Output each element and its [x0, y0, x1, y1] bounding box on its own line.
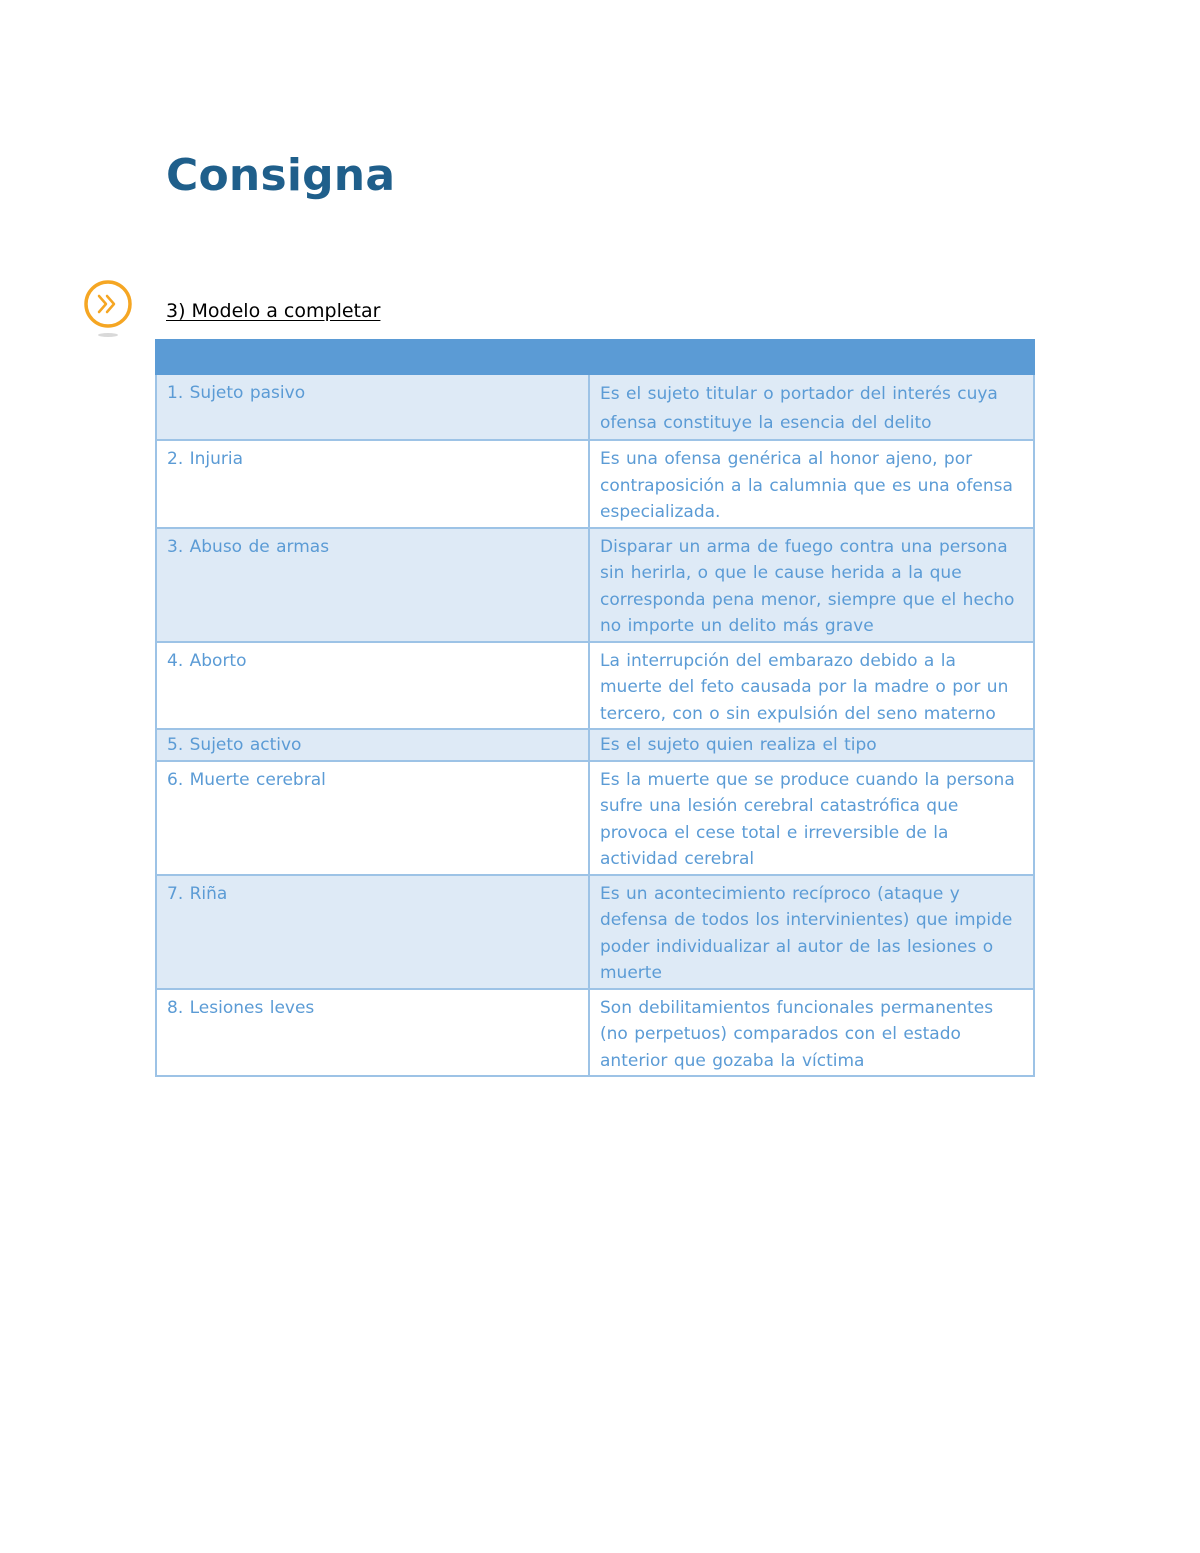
definition-cell: Son debilitamientos funcionales permanentes (no perpetuos) comparados con el estado anterior que gozaba la víctima: [589, 989, 1034, 1077]
table-row: [156, 761, 1034, 875]
term-cell: 4. Aborto: [156, 642, 589, 730]
definition-cell: La interrupción del embarazo debido a la muerte del feto causada por la madre o por un tercero, con o sin expulsión del seno materno: [589, 642, 1034, 730]
table-header-cell: [156, 340, 589, 374]
table-row: [156, 989, 1034, 1077]
table-row: [156, 642, 1034, 730]
term-cell: 3. Abuso de armas: [156, 528, 589, 642]
double-chevron-right-circle-icon: [82, 278, 136, 340]
term-cell: 2. Injuria: [156, 440, 589, 528]
definition-cell: Disparar un arma de fuego contra una persona sin herirla, o que le cause herida a la que corresponda pena menor, siempre que el hecho no importe un delito más grave: [589, 528, 1034, 642]
definition-cell: Es el sujeto quien realiza el tipo: [589, 729, 1034, 761]
table-row: [156, 440, 1034, 528]
section-heading: 3) Modelo a completar: [166, 300, 381, 322]
table-row: [156, 528, 1034, 642]
term-cell: 5. Sujeto activo: [156, 729, 589, 761]
definition-cell: Es un acontecimiento recíproco (ataque y defensa de todos los intervinientes) que impide poder individualizar al autor de las lesiones o muerte: [589, 875, 1034, 989]
model-table: [155, 339, 1035, 1077]
table-header-row: [156, 340, 1034, 374]
definition-cell: Es el sujeto titular o portador del interés cuya ofensa constituye la esencia del delito: [589, 374, 1034, 440]
definition-cell: Es una ofensa genérica al honor ajeno, por contraposición a la calumnia que es una ofensa especializada.: [589, 440, 1034, 528]
model-table-container: [155, 339, 1033, 1077]
term-cell: 7. Riña: [156, 875, 589, 989]
page-title: Consigna: [166, 150, 396, 201]
table-row: [156, 729, 1034, 761]
term-cell: 6. Muerte cerebral: [156, 761, 589, 875]
table-header-cell: [589, 340, 1034, 374]
table-row: [156, 374, 1034, 440]
term-cell: 1. Sujeto pasivo: [156, 374, 589, 440]
table-row: [156, 875, 1034, 989]
definition-cell: Es la muerte que se produce cuando la persona sufre una lesión cerebral catastrófica que provoca el cese total e irreversible de la actividad cerebral: [589, 761, 1034, 875]
term-cell: 8. Lesiones leves: [156, 989, 589, 1077]
